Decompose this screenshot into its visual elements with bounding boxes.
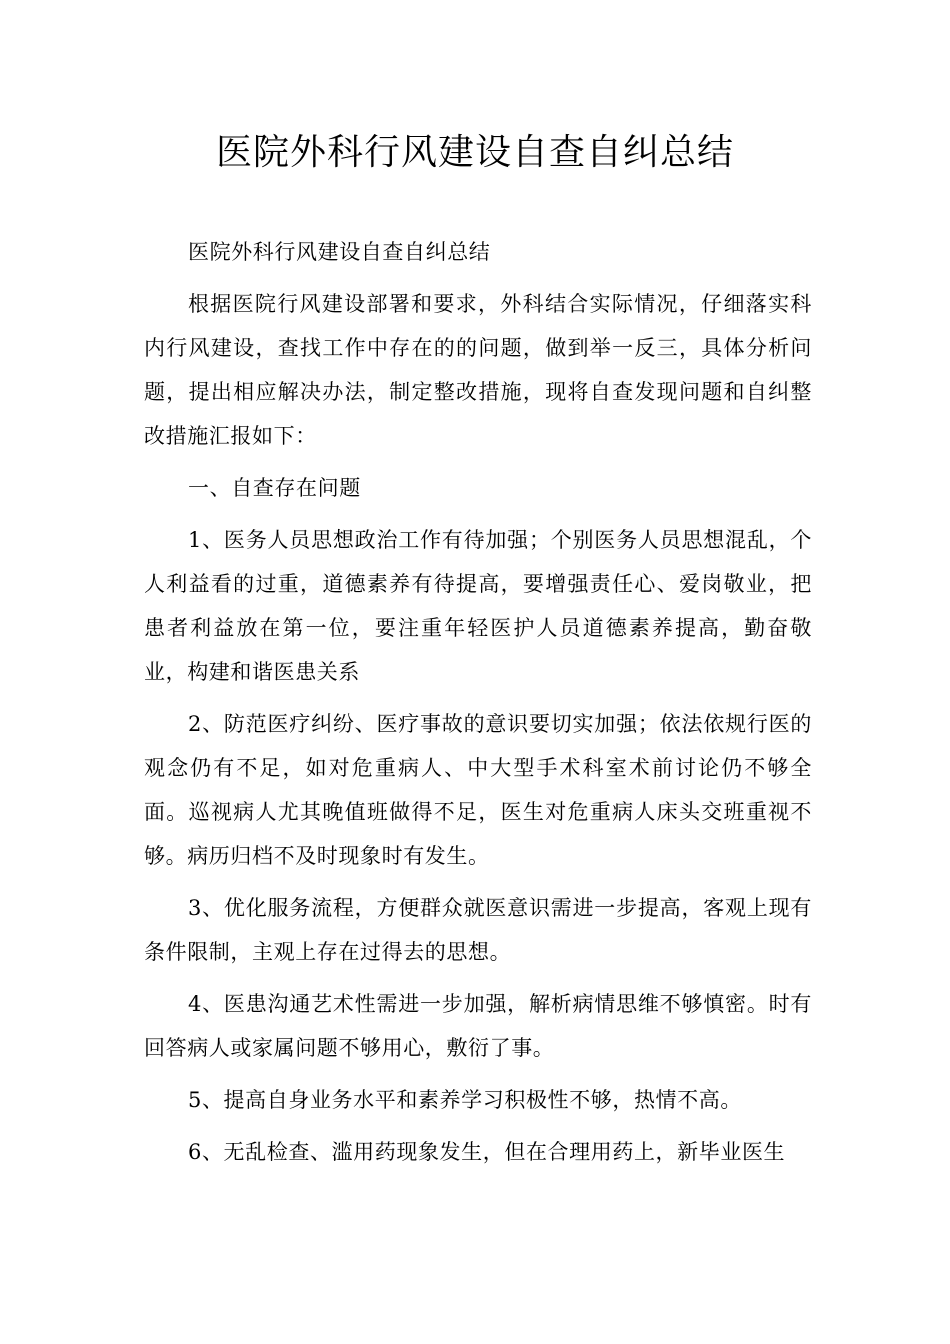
document-title: 医院外科行风建设自查自纠总结 [215,132,734,173]
paragraph-item-6: 6、无乱检查、滥用药现象发生，但在合理用药上，新毕业医生 [188,1140,786,1164]
document-body [144,230,812,1182]
paragraph-item-2: 2、防范医疗纠纷、医疗事故的意识要切实加强；依法依规行医的观念仍有不足，如对危重病人、中大型手术科室术前讨论仍不够全面。巡视病人尤其晚值班做得不足，医生对危重病人床头交班重视不够。病历归档不及时现象时有发生。 [144,712,812,868]
paragraph-subtitle: 医院外科行风建设自查自纠总结 [188,240,491,264]
section-heading-problems: 一、自查存在问题 [188,476,361,500]
paragraph-item-3: 3、优化服务流程，方便群众就医意识需进一步提高，客观上现有条件限制，主观上存在过得去的思想。 [144,896,812,964]
paragraph-intro: 根据医院行风建设部署和要求，外科结合实际情况，仔细落实科内行风建设，查找工作中存在的的问题，做到举一反三，具体分析问题，提出相应解决办法，制定整改措施，现将自查发现问题和自纠整改措施汇报如下： [144,292,812,448]
paragraph-item-5: 5、提高自身业务水平和素养学习积极性不够，热情不高。 [188,1088,742,1112]
paragraph-item-1: 1、医务人员思想政治工作有待加强；个别医务人员思想混乱，个人利益看的过重，道德素养有待提高，要增强责任心、爱岗敬业，把患者利益放在第一位，要注重年轻医护人员道德素养提高，勤奋敬业，构建和谐医患关系 [144,528,812,684]
paragraph-item-4: 4、医患沟通艺术性需进一步加强，解析病情思维不够慎密。时有回答病人或家属问题不够用心，敷衍了事。 [144,992,812,1060]
